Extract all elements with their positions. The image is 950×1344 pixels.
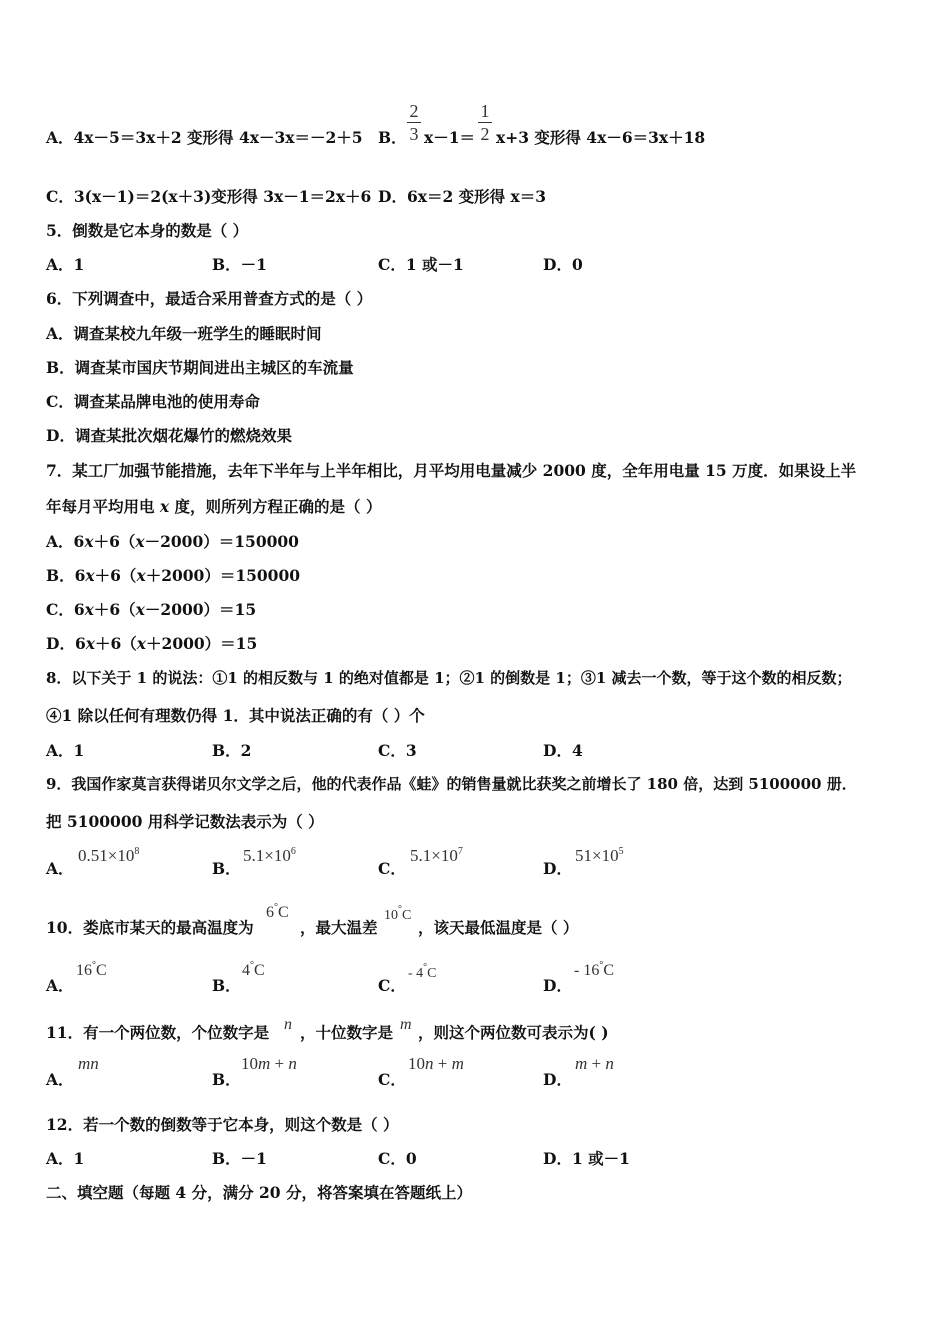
variable-m: m [575, 1054, 588, 1073]
temp-value: - 4 [408, 966, 424, 981]
q12-option-c: C．0 [378, 1149, 417, 1168]
q4-option-b-mid: x－1＝ [424, 128, 476, 147]
option-mid: ＋6（ [93, 532, 136, 551]
temp-value: 4 [242, 962, 250, 979]
q12-option-d: D．1 或－1 [543, 1149, 630, 1168]
variable-m: m [400, 1016, 412, 1033]
option-mid: ＋6（ [94, 566, 137, 585]
q7-stem-line1: 7．某工厂加强节能措施，去年下半年与上半年相比，月平均用电量减少 2000 度，全年用电量 15 万度．如果设上半 [46, 461, 857, 480]
q5-option-b: B．－1 [212, 255, 267, 274]
option-post: －2000）＝15 [144, 600, 257, 619]
q11-option-d-label: D． [543, 1070, 572, 1089]
variable-m: m [258, 1054, 271, 1073]
value-exponent: 8 [134, 846, 140, 857]
variable-x: x [159, 497, 170, 516]
q10-option-c-value [408, 962, 437, 982]
value-exponent: 7 [457, 846, 463, 857]
q7-option-d [46, 632, 257, 654]
q5-option-a: A．1 [46, 255, 85, 274]
q10-option-c-label: C． [378, 976, 406, 995]
degree-symbol: ° [423, 962, 428, 973]
q5-stem: 5．倒数是它本身的数是（ ） [46, 221, 249, 240]
q9-option-d-label: D． [543, 859, 572, 878]
fraction-bar [478, 122, 492, 123]
q9-option-b-value [243, 846, 296, 866]
q9-option-c-value [410, 846, 463, 866]
degree-symbol: ° [92, 960, 96, 971]
q11-option-c-value [408, 1054, 464, 1074]
q8-option-c: C．3 [378, 741, 417, 760]
option-pre: B．6 [46, 566, 86, 585]
plus-operator: + [270, 1054, 289, 1073]
q9-stem-line1: 9．我国作家莫言获得诺贝尔文学之后，他的代表作品《蛙》的销售量就比获奖之前增长了 180 倍，达到 5100000 册． [46, 775, 857, 793]
q10-option-d-label: D． [543, 976, 572, 995]
q9-option-b-label: B． [212, 859, 241, 878]
q10-option-b-label: B． [212, 976, 241, 995]
temp-unit: C [427, 966, 437, 981]
temp-unit: C [278, 904, 289, 921]
temp-unit: C [402, 908, 412, 923]
variable-x: x [84, 532, 94, 551]
q11-option-b-label: B． [212, 1070, 241, 1089]
option-post: ＋2000）＝15 [146, 634, 258, 653]
q7-stem-line2-a: 年每月平均用电 [46, 497, 160, 516]
plus-operator: + [433, 1054, 452, 1073]
variable-m: m [451, 1054, 464, 1073]
degree-symbol: ° [274, 902, 278, 913]
q10-stem-b: ，最大温差 [300, 918, 378, 937]
q6-option-d: D．调查某批次烟花爆竹的燃烧效果 [46, 426, 292, 445]
coefficient: 10 [241, 1054, 258, 1073]
q8-option-a: A．1 [46, 741, 85, 760]
option-pre: A．6 [46, 532, 85, 551]
variable-x: x [136, 566, 146, 585]
q7-option-b [46, 564, 300, 586]
q8-option-b: B．2 [212, 741, 252, 760]
q4-fraction-two-thirds [407, 101, 421, 144]
value-base: 5.1×10 [410, 846, 458, 865]
q11-var-n [284, 1016, 292, 1034]
temp-value: 16 [76, 962, 92, 979]
q6-option-b: B．调查某市国庆节期间进出主城区的车流量 [46, 358, 354, 377]
q5-option-d: D．0 [543, 255, 583, 274]
q11-option-c-label: C． [378, 1070, 406, 1089]
q11-stem-b: ，十位数字是 [300, 1023, 394, 1042]
q11-option-a-label: A． [46, 1070, 74, 1089]
value-base: 0.51×10 [78, 846, 135, 865]
q10-option-a-label: A． [46, 976, 74, 995]
q4-option-b-rest: x+3 变形得 4x－6＝3x＋18 [496, 128, 706, 147]
q7-option-c [46, 598, 256, 620]
value-exponent: 6 [290, 846, 296, 857]
q7-option-a [46, 530, 299, 552]
q12-stem: 12．若一个数的倒数等于它本身，则这个数是（ ） [46, 1115, 399, 1134]
q11-option-b-value [241, 1054, 297, 1074]
q4-option-c: C．3(x－1)＝2(x＋3)变形得 3x－1＝2x＋6 [46, 187, 372, 206]
degree-symbol: ° [250, 960, 254, 971]
q8-stem-line2: ④1 除以任何有理数仍得 1．其中说法正确的有（ ）个 [46, 706, 425, 725]
q11-option-a-value [78, 1054, 99, 1074]
q4-option-b-label: B． [378, 128, 407, 147]
option-post: ＋2000）＝150000 [145, 566, 301, 585]
q6-option-c: C．调查某品牌电池的使用寿命 [46, 392, 260, 411]
q10-option-a-value [76, 960, 107, 980]
q11-stem-c: ，则这个两位数可表示为( ) [418, 1023, 609, 1042]
degree-symbol: ° [599, 960, 604, 971]
q8-option-d: D．4 [543, 741, 583, 760]
q10-stem-c: ，该天最低温度是（ ） [418, 918, 579, 937]
value-base: 5.1×10 [243, 846, 291, 865]
q6-stem: 6．下列调查中，最适合采用普查方式的是（ ） [46, 289, 373, 308]
variable-n: n [284, 1016, 292, 1033]
plus-operator: + [587, 1054, 606, 1073]
q11-stem-a: 11．有一个两位数，个位数字是 [46, 1023, 270, 1042]
q12-option-a: A．1 [46, 1149, 85, 1168]
variable-x: x [84, 600, 94, 619]
temp-unit: C [254, 962, 265, 979]
section-2-title: 二、填空题（每题 4 分，满分 20 分，将答案填在答题纸上） [46, 1183, 472, 1202]
variable-n: n [425, 1054, 434, 1073]
temp-unit: C [96, 962, 107, 979]
fraction-numerator: 2 [409, 101, 419, 121]
q8-stem-line1: 8．以下关于 1 的说法：①1 的相反数与 1 的绝对值都是 1；②1 的倒数是 1；③1 减去一个数，等于这个数的相反数； [46, 669, 852, 687]
fraction-denominator: 2 [480, 124, 490, 144]
degree-symbol: ° [398, 904, 402, 915]
variable-n: n [605, 1054, 614, 1073]
fraction-denominator: 3 [409, 124, 419, 144]
q11-option-d-value [575, 1054, 614, 1074]
fraction-numerator: 1 [480, 101, 490, 121]
q11-var-m [400, 1016, 412, 1034]
temp-unit: C [603, 962, 614, 979]
q9-option-a-label: A． [46, 859, 74, 878]
temp-value: - 16 [574, 962, 600, 979]
q5-option-c: C．1 或－1 [378, 255, 464, 274]
q10-temp-diff [384, 904, 411, 924]
option-post: －2000）＝150000 [144, 532, 299, 551]
q7-stem-line2-b: 度，则所列方程正确的是（ ） [169, 497, 382, 516]
q9-stem-line2: 把 5100000 用科学记数法表示为（ ） [46, 812, 324, 831]
q7-stem-line2 [46, 495, 381, 517]
q4-option-a: A．4x－5＝3x＋2 变形得 4x－3x＝－2＋5 [46, 128, 363, 147]
expression: mn [78, 1054, 99, 1073]
q9-option-d-value [575, 846, 624, 866]
option-pre: D．6 [46, 634, 86, 653]
fraction-bar [407, 122, 421, 123]
value-exponent: 5 [618, 846, 624, 857]
variable-x: x [85, 566, 95, 585]
q4-option-d: D．6x＝2 变形得 x＝3 [378, 187, 547, 206]
q9-option-c-label: C． [378, 859, 406, 878]
option-mid: ＋6（ [93, 600, 136, 619]
temp-value: 6 [266, 904, 274, 921]
q4-fraction-one-half [478, 101, 492, 144]
q10-stem-a: 10．娄底市某天的最高温度为 [46, 918, 254, 937]
value-base: 51×10 [575, 846, 619, 865]
variable-x: x [135, 532, 145, 551]
q10-option-d-value [574, 960, 614, 980]
variable-n: n [288, 1054, 297, 1073]
variable-x: x [136, 634, 147, 653]
coefficient: 10 [408, 1054, 425, 1073]
variable-x: x [135, 600, 145, 619]
q10-temp-high [266, 902, 289, 922]
q9-option-a-value [78, 846, 139, 866]
q6-option-a: A．调查某校九年级一班学生的睡眠时间 [46, 324, 322, 343]
q12-option-b: B．－1 [212, 1149, 267, 1168]
q10-option-b-value [242, 960, 265, 980]
variable-x: x [85, 634, 95, 653]
option-pre: C．6 [46, 600, 85, 619]
option-mid: ＋6（ [94, 634, 137, 653]
temp-value: 10 [384, 908, 398, 923]
